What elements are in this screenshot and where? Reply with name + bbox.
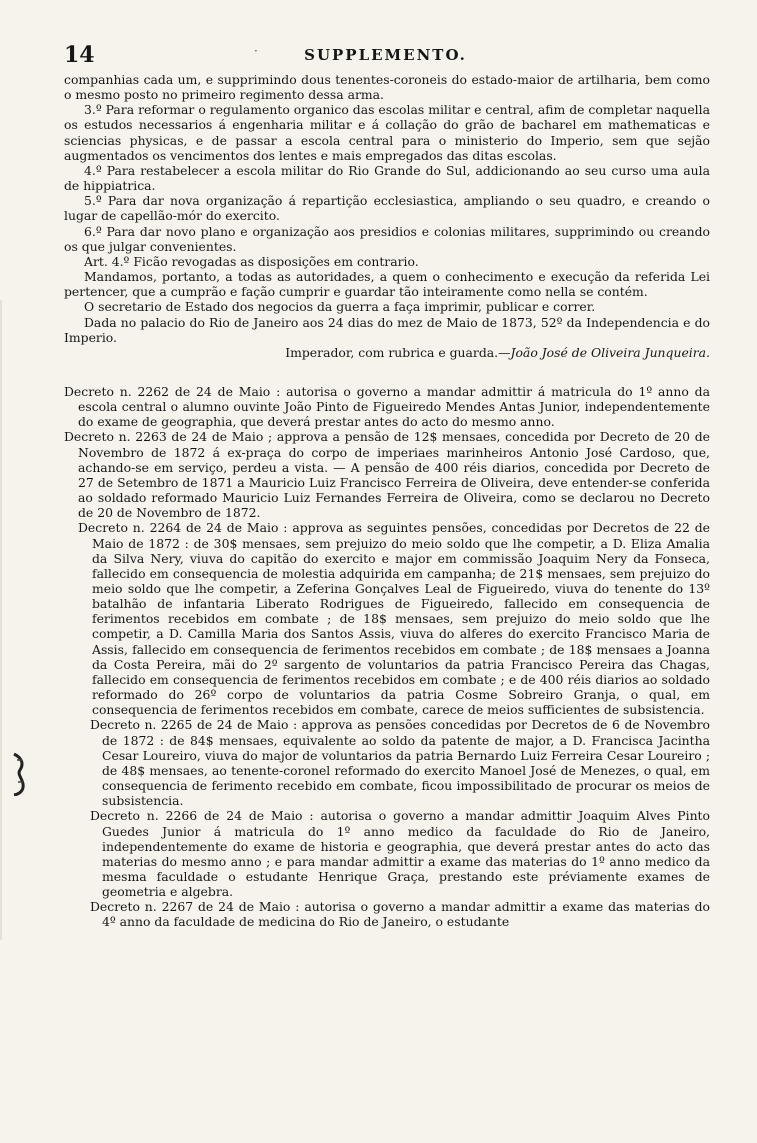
law-item-6: 6.º Para dar novo plano e organização aos presidios e colonias militares, supprimindo ou creando os que julgar convenientes. [64, 223, 710, 254]
law-publication-order: O secretario de Estado dos negocios da guerra a faça imprimir, publicar e correr. [84, 299, 596, 315]
header-dot: · [254, 44, 258, 58]
section-gap [64, 360, 710, 384]
law-article-4: Art. 4.º Ficão revogadas as disposições em contrario. [84, 253, 419, 269]
page-edge-shadow [0, 300, 2, 940]
law-item-4: 4.º Para restabelecer a escola militar do Rio Grande do Sul, addicionando ao seu curso uma aula de hippiatrica. [64, 162, 710, 194]
signature-line [64, 345, 710, 360]
decree-2262: Decreto n. 2262 de 24 de Maio : autorisa o governo a mandar admittir á matricula do 1º anno da escola central o alumno ouvinte João Pinto de Figueiredo Mendes Antas Junior, independentemente do exame de geographia, que deverá prestar antes do acto do mesmo anno. [64, 383, 710, 430]
law-paragraph: companhias cada um, e supprimindo dous tenentes-coroneis do estado-maior de artilharia, bem como o mesmo posto no primeiro regimento dessa arma. [64, 72, 710, 103]
signature-name: João José de Oliveira Junqueira. [510, 344, 710, 360]
running-title: SUPPLEMENTO. [304, 46, 467, 64]
law-mandate: Mandamos, portanto, a todas as autoridades, a quem o conhecimento e execução da referida Lei pertencer, que a cumprão e fação cumprir e guardar tão inteiramente como nella se contém. [64, 269, 710, 300]
signature-prefix: Imperador, com rubrica e guarda.— [285, 344, 511, 360]
law-item-3: 3.º Para reformar o regulamento organico das escolas militar e central, afim de completar naquella os estudos necessarios á engenharia militar e á collação do grão de bacharel em mathematicas e sciencias physicas, e de passar a escola central para o ministerio do Imperio, sem que sejão augmentados os vencimentos dos lentes e mais empregados das ditas escolas. [64, 102, 710, 163]
page-header [64, 42, 707, 72]
decree-2263: Decreto n. 2263 de 24 de Maio ; approva a pensão de 12$ mensaes, concedida por Decreto de 20 de Novembro de 1872 á ex-praça do corpo de imperiaes marinheiros Antonio José Cardoso, que, achando-se em serviço, perdeu a vista. — A pensão de 400 réis diarios, concedida por Decreto de 27 de Setembro de 1871 a Mauricio Luiz Francisco Ferreira de Oliveira, deve entender-se conferida ao soldado reformado Mauricio Luiz Fernandes Ferreira de Oliveira, como se declarou no Decreto de 20 de Novembro de 1872. [64, 429, 710, 521]
decree-2265: Decreto n. 2265 de 24 de Maio : approva as pensões concedidas por Decretos de 6 de Novembro de 1872 : de 84$ mensaes, equivalente ao soldo da patente de major, a D. Francisca Jacintha Cesar Loureiro, viuva do major de voluntarios da patria Bernardo Luiz Ferreira Cesar Loureiro ; de 48$ mensaes, ao tenente-coronel reformado do exercito Manoel José de Menezes, o qual, em consequencia de ferimento recebido em combate, ficou impossibilitado de procurar os meios de subsistencia. [90, 717, 710, 809]
page-body [64, 72, 710, 930]
law-item-5: 5.º Para dar nova organização á repartição ecclesiastica, ampliando o seu quadro, e creando o lugar de capellão-mór do exercito. [64, 193, 710, 224]
decree-2264: Decreto n. 2264 de 24 de Maio : approva as seguintes pensões, concedidas por Decretos de 22 de Maio de 1872 : de 30$ mensaes, sem prejuizo do meio soldo que lhe competir, a D. Eliza Amalia da Silva Nery, viuva do capitão do exercito e major em commissão Joaquim Nery da Fonseca, fallecido em consequencia de molestia adquirida em campanha; de 21$ mensaes, sem prejuizo do meio soldo que lhe competir, a Zeferina Gonçalves Leal de Figueiredo, viuva do tenente do 13º batalhão de infantaria Liberato Rodrigues de Figueiredo, fallecido em consequencia de ferimentos recebidos em combate ; de 18$ mensaes, sem prejuizo do meio soldo que lhe competir, a D. Camilla Maria dos Santos Assis, viuva do alferes do exercito Francisco Maria de Assis, fallecido em consequencia de ferimentos recebidos em combate ; de 18$ mensaes a Joanna da Costa Pereira, mãi do 2º sargento de voluntarios da patria Francisco Pereira das Chagas, fallecido em consequencia de ferimentos recebidos em combate ; e de 400 réis diarios ao soldado reformado do 26º corpo de voluntarios da patria Cosme Sobreiro Granja, o qual, em consequencia de ferimentos recebidos em combate, carece de meios sufficientes de subsistencia. [78, 520, 710, 718]
decree-2266: Decreto n. 2266 de 24 de Maio : autorisa o governo a mandar admittir Joaquim Alves Pinto Guedes Junior á matricula do 1º anno medico da faculdade do Rio de Janeiro, independentemente do exame de historia e geographia, que deverá prestar antes do acto das materias do mesmo anno ; e para mandar admittir a exame das materias do 1º anno medico da mesma faculdade o estudante Henrique Graça, prestando este préviamente exames de geometria e algebra. [90, 808, 710, 900]
decree-2267: Decreto n. 2267 de 24 de Maio : autorisa o governo a mandar admittir a exame das materias do 4º anno da faculdade de medicina do Rio de Janeiro, o estudante [90, 899, 710, 930]
margin-bracket-mark [8, 752, 30, 796]
page-number: 14 [64, 42, 95, 68]
law-date-place: Dada no palacio do Rio de Janeiro aos 24 dias do mez de Maio de 1873, 52º da Independencia e do Imperio. [64, 314, 710, 345]
